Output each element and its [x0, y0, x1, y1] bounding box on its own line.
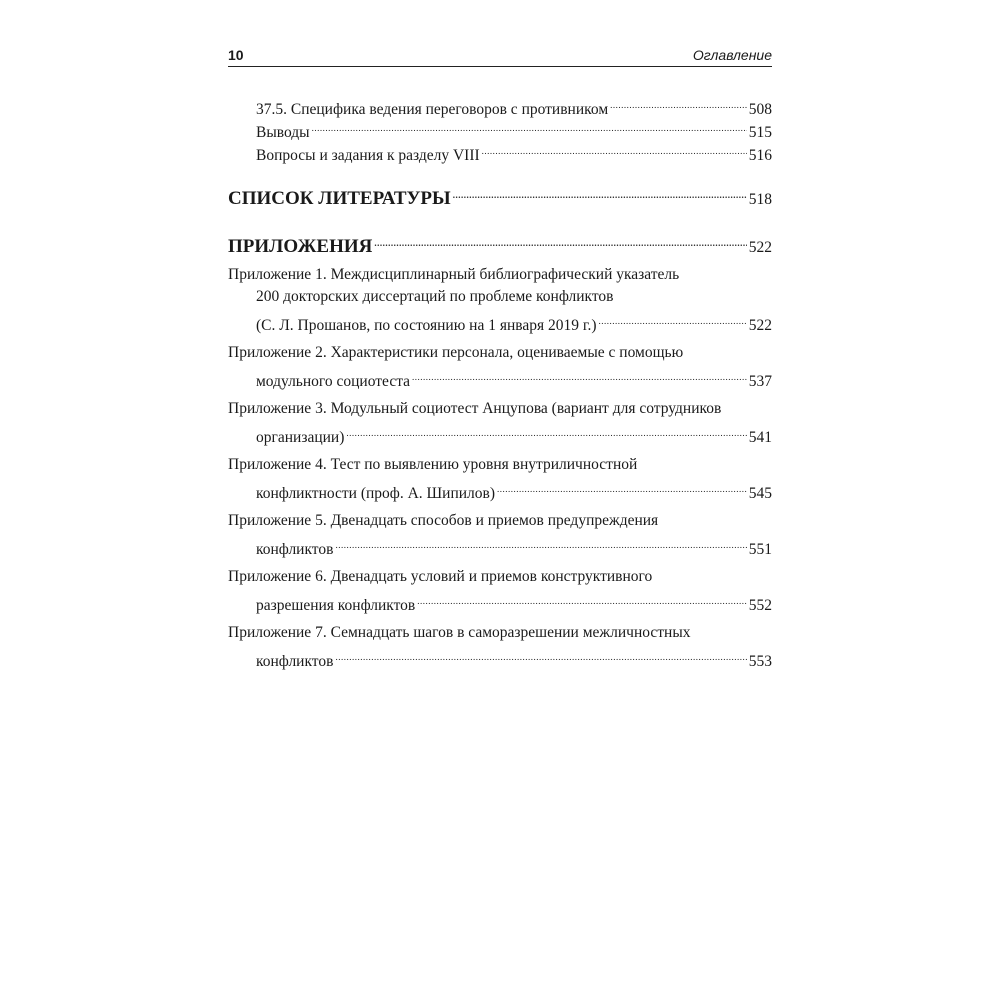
dot-leader: [312, 115, 747, 137]
running-header: [228, 44, 772, 67]
dot-leader: [482, 138, 747, 160]
toc-entry-title: Выводы: [256, 124, 310, 141]
toc-entry-37-5: [228, 92, 772, 118]
toc-entry-line: (С. Л. Прошанов, по состоянию на 1 января 2019 г.): [256, 317, 597, 334]
toc-entry-line: модульного социотеста: [256, 373, 411, 390]
toc-appendix-6: [228, 566, 772, 614]
toc-appendix-3: [228, 398, 772, 446]
toc-appendix-2: [228, 342, 772, 390]
toc-entry-line: Приложение 2. Характеристики персонала, оцениваемые с помощью: [228, 344, 684, 361]
toc-entry-questions: [228, 138, 772, 164]
toc-entry-conclusions: [228, 115, 772, 141]
toc-entry-line: конфликтности (проф. А. Шипилов): [256, 485, 496, 502]
toc-entry-page: 553: [748, 653, 772, 670]
toc-section-bibliography: [228, 180, 772, 209]
toc-section-title: СПИСОК ЛИТЕРАТУРЫ: [228, 188, 451, 209]
dot-leader: [346, 420, 746, 442]
toc-appendix-5: [228, 510, 772, 558]
toc-section-appendices: [228, 228, 772, 257]
toc-entry-line: Приложение 6. Двенадцать условий и приемов конструктивного: [228, 568, 653, 585]
dot-leader: [599, 308, 747, 330]
dot-leader: [453, 180, 747, 204]
toc-entry-line: разрешения конфликтов: [256, 597, 416, 614]
running-title: Оглавление: [692, 47, 772, 63]
dot-leader: [417, 588, 747, 610]
toc-entry-page: 508: [748, 101, 772, 118]
dot-leader: [497, 476, 747, 498]
dot-leader: [610, 92, 747, 114]
toc-appendix-4: [228, 454, 772, 502]
toc-entry-line: Приложение 7. Семнадцать шагов в саморазрешении межличностных: [228, 624, 691, 641]
dot-leader: [412, 364, 747, 386]
toc-entry-line: организации): [256, 429, 345, 446]
toc-entry-line: Приложение 4. Тест по выявлению уровня внутриличностной: [228, 456, 638, 473]
dot-leader: [335, 644, 746, 666]
toc-entry-page: 545: [748, 485, 772, 502]
toc-entry-line: конфликтов: [256, 541, 334, 558]
toc-entry-page: 541: [748, 429, 772, 446]
toc-entry-page: 552: [748, 597, 772, 614]
toc-appendix-7: [228, 622, 772, 670]
toc-entry-line: 200 докторских диссертаций по проблеме конфликтов: [256, 288, 614, 305]
toc-entry-title: Вопросы и задания к разделу VIII: [256, 147, 480, 164]
toc-entry-line: конфликтов: [256, 653, 334, 670]
toc-section-title: ПРИЛОЖЕНИЯ: [228, 236, 373, 257]
toc-entry-page: 537: [748, 373, 772, 390]
toc-entry-line: Приложение 5. Двенадцать способов и приемов предупреждения: [228, 512, 659, 529]
dot-leader: [374, 228, 746, 252]
page-number: 10: [228, 47, 244, 63]
toc-entry-line: Приложение 3. Модульный социотест Анцупова (вариант для сотрудников: [228, 400, 722, 417]
dot-leader: [335, 532, 746, 554]
toc-section-page: 522: [748, 239, 772, 256]
toc-entry-page: 551: [748, 541, 772, 558]
toc-entry-page: 516: [748, 147, 772, 164]
toc-section-page: 518: [748, 191, 772, 208]
toc-appendix-1: [228, 264, 772, 334]
toc-entry-line: Приложение 1. Междисциплинарный библиографический указатель: [228, 266, 680, 283]
toc-entry-page: 515: [748, 124, 772, 141]
toc-entry-page: 522: [748, 317, 772, 334]
toc-entry-title: 37.5. Специфика ведения переговоров с противником: [256, 101, 609, 118]
